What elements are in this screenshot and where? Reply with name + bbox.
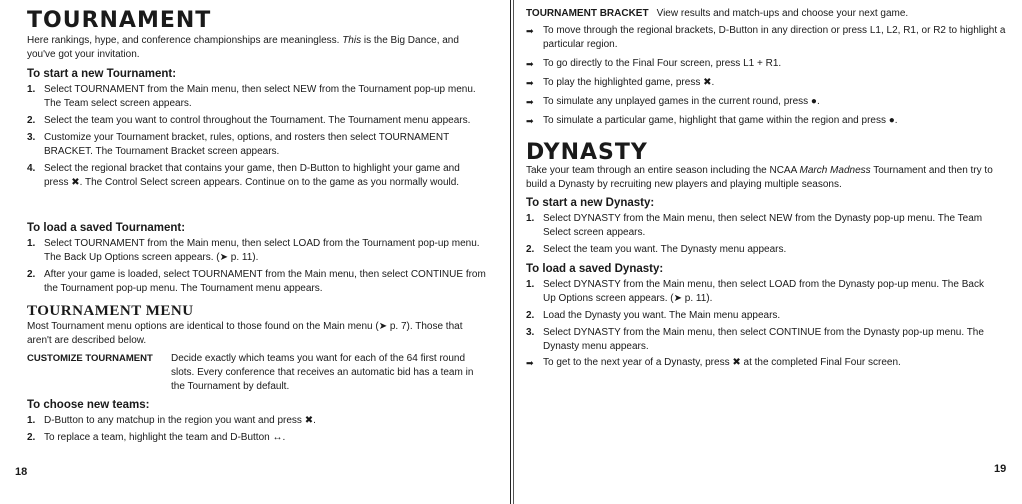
page-number-left: 18 [15, 466, 28, 478]
list-item: 2. Load the Dynasty you want. The Main menu appears. [526, 310, 781, 321]
customize-definition: Decide exactly which teams you want for each of the 64 first round slots. Every conference that receives an automatic bid has a team in the Tournament by default. [171, 353, 474, 392]
load-tournament-heading: To load a saved Tournament: [27, 222, 186, 234]
intro-text: Take your team through an entire season including the NCAA [526, 165, 800, 176]
start-tournament-heading: To start a new Tournament: [27, 68, 177, 80]
arrow-bullet-icon: ➡ [526, 78, 534, 88]
load-dynasty-steps [526, 278, 996, 357]
list-item: 1. Select TOURNAMENT from the Main menu, then select LOAD from the Tournament pop-up menu. The Back Up Options screen appears. (➤ p. 11). [27, 238, 480, 263]
intro-italic: This [342, 35, 362, 46]
list-item: ➡ To simulate any unplayed games in the current round, press ●. [526, 96, 820, 107]
bracket-term: TOURNAMENT BRACKET [526, 8, 649, 19]
list-item: ➡ To simulate a particular game, highlight that game within the region and press ●. [526, 115, 898, 126]
load-dynasty-heading: To load a saved Dynasty: [526, 263, 664, 275]
list-item: ➡ To get to the next year of a Dynasty, press ✖ at the completed Final Four screen. [526, 357, 901, 368]
intro-text-rest: is the Big Dance, and you've got your invitation. [27, 35, 459, 60]
list-item: 1. Select DYNASTY from the Main menu, then select NEW from the Dynasty pop-up menu. The Team Select screen appears. [526, 213, 983, 238]
start-dynasty-steps [526, 212, 996, 260]
load-tournament-steps [27, 237, 487, 299]
arrow-bullet-icon: ➡ [526, 26, 534, 36]
arrow-bullet-icon: ➡ [526, 97, 534, 107]
dynasty-intro [526, 164, 996, 192]
list-item: 1. Select TOURNAMENT from the Main menu, then select NEW from the Tournament pop-up menu. The Team select screen appears. [27, 84, 476, 109]
tournament-menu-text: Most Tournament menu options are identical to those found on the Main menu (➤ p. 7). Those that aren't are described below. [27, 321, 463, 346]
choose-teams-steps [27, 414, 487, 448]
list-item: 4. Select the regional bracket that contains your game, then D-Button to highlight your game and press ✖. The Control Select screen appears. Continue on to the game as you normally would. [27, 163, 460, 188]
left-page [0, 0, 510, 504]
arrow-bullet-icon: ➡ [526, 358, 534, 368]
list-item: ➡ To go directly to the Final Four screen, press L1 + R1. [526, 58, 782, 69]
start-tournament-steps [27, 83, 487, 193]
intro-italic: March Madness [799, 165, 871, 176]
list-item: 3. Select DYNASTY from the Main menu, then select CONTINUE from the Dynasty pop-up menu. The Dynasty menu appears. [526, 327, 984, 352]
list-item: 3. Customize your Tournament bracket, rules, options, and rosters then select TOURNAMENT BRACKET. The Tournament Bracket screen appears. [27, 132, 449, 157]
tournament-intro [27, 34, 487, 62]
list-item: 1. Select DYNASTY from the Main menu, then select LOAD from the Dynasty pop-up menu. The Back Up Options screen appears. (➤ p. 11). [526, 279, 984, 304]
list-item: ➡ To move through the regional brackets, D-Button in any direction or press L1, L2, R1, or R2 to highlight a particular region. [526, 25, 1006, 50]
intro-text-rest: Tournament and then try to build a Dynasty by recruiting new players and playing multiple seasons. [526, 165, 993, 190]
list-item: 2. To replace a team, highlight the team and D-Button ↔. [27, 432, 286, 443]
list-item: 2. Select the team you want to control throughout the Tournament. The Tournament menu appears. [27, 115, 471, 126]
tournament-menu-heading: TOURNAMENT MENU [27, 303, 194, 319]
arrow-bullet-icon: ➡ [526, 116, 534, 126]
bracket-desc: View results and match-ups and choose your next game. [656, 8, 909, 19]
customize-term: CUSTOMIZE TOURNAMENT [27, 353, 153, 364]
arrow-bullet-icon: ➡ [526, 59, 534, 69]
list-item: 2. After your game is loaded, select TOURNAMENT from the Main menu, then select CONTINUE from the Tournament pop-up menu. The Tournament menu appears. [27, 269, 486, 294]
list-item: 2. Select the team you want. The Dynasty menu appears. [526, 244, 787, 255]
bracket-bullets [526, 24, 1006, 133]
choose-teams-heading: To choose new teams: [27, 399, 150, 411]
right-page [512, 0, 1022, 504]
page-gutter [510, 0, 511, 504]
page-number-right: 19 [994, 463, 1007, 475]
tournament-bracket-def [526, 8, 1006, 19]
tournament-title: TOURNAMENT [27, 8, 212, 33]
dynasty-bullets [526, 356, 996, 375]
dynasty-title: DYNASTY [526, 140, 648, 165]
customize-tournament-def [27, 352, 487, 400]
list-item: 1. D-Button to any matchup in the region you want and press ✖. [27, 415, 316, 426]
intro-text: Here rankings, hype, and conference championships are meaningless. [27, 35, 343, 46]
list-item: ➡ To play the highlighted game, press ✖. [526, 77, 715, 88]
start-dynasty-heading: To start a new Dynasty: [526, 197, 655, 209]
